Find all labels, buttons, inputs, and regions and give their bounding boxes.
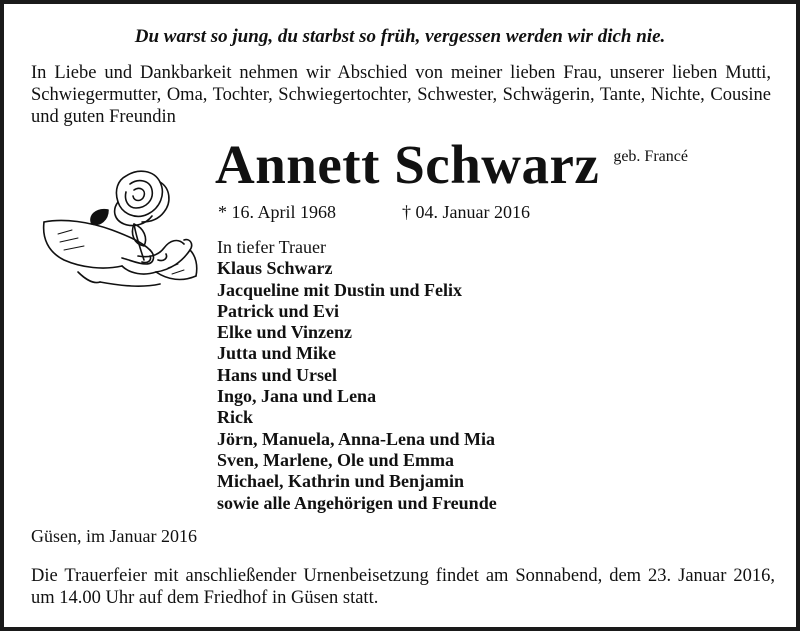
ceremony-info: Die Trauerfeier mit anschließender Urnenbeisetzung findet am Sonnabend, dem 23. Januar 2016, um 14.00 Uhr auf dem Friedhof in Güsen statt. [31, 566, 775, 608]
birth-date: * 16. April 1968 [218, 202, 337, 222]
mourner-name: Jörn, Manuela, Anna-Lena und Mia [217, 428, 496, 449]
mourners-block [217, 237, 497, 514]
mourner-name: Elke und Vinzenz [217, 322, 353, 343]
maiden-name: geb. Francé [613, 148, 688, 165]
mourner-name: Jutta und Mike [217, 343, 337, 364]
mourner-name: Rick [217, 407, 253, 428]
intro-text: In Liebe und Dankbarkeit nehmen wir Abschied von meiner lieben Frau, unserer lieben Mutti, Schwiegermutter, Oma, Tochter, Schwiegertochter, Schwester, Schwägerin, Tante, Nichte, Cousine und guten Freundin [31, 63, 771, 127]
name-line [215, 133, 688, 196]
rose-in-hands-icon [38, 164, 200, 304]
mourner-name: Klaus Schwarz [217, 258, 333, 279]
mourner-name: Patrick und Evi [217, 300, 340, 321]
death-date: † 04. Januar 2016 [402, 202, 530, 222]
mourner-name: sowie alle Angehörigen und Freunde [217, 492, 497, 513]
mourner-name: Michael, Kathrin und Benjamin [217, 471, 465, 492]
mourner-name: Jacqueline mit Dustin und Felix [217, 279, 463, 300]
mourning-lead: In tiefer Trauer [217, 237, 326, 257]
mourner-name: Sven, Marlene, Ole und Emma [217, 449, 454, 470]
mourner-name: Hans und Ursel [217, 364, 338, 385]
mourner-name: Ingo, Jana und Lena [217, 386, 377, 407]
motto: Du warst so jung, du starbst so früh, vergessen werden wir dich nie. [134, 26, 666, 47]
place-date: Güsen, im Januar 2016 [31, 526, 197, 546]
deceased-name: Annett Schwarz [215, 134, 600, 195]
